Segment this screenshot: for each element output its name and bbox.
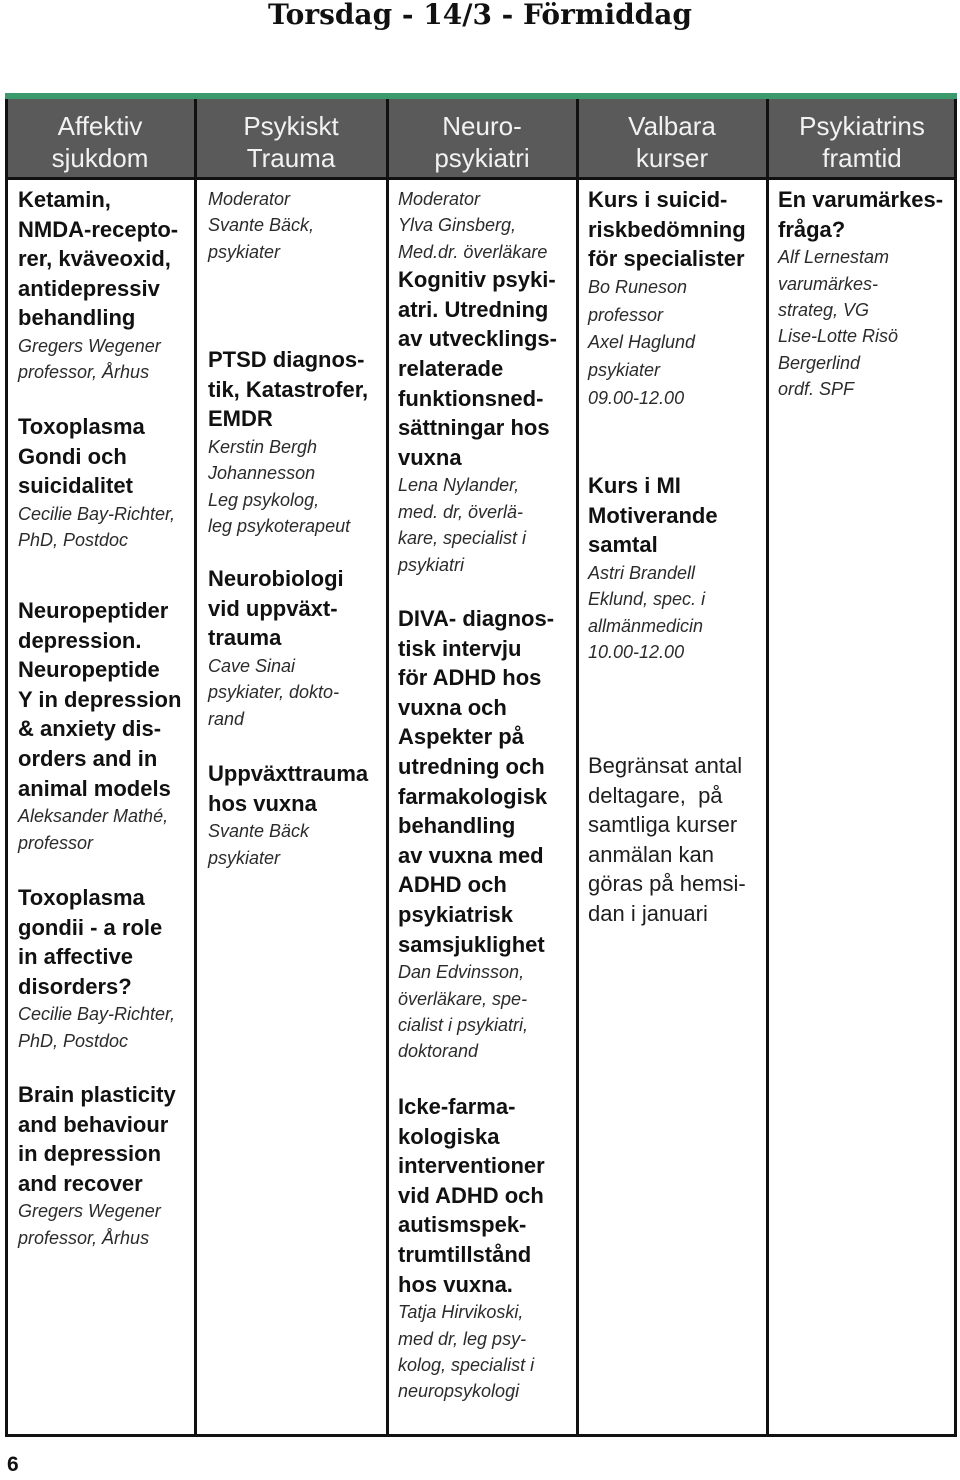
session xyxy=(208,564,344,732)
session-speaker: Alf Lernestam varumärkes- strateg, VG Lise-Lotte Risö Bergerlind ordf. SPF xyxy=(778,247,899,400)
session-moderator: Moderator Svante Bäck, psykiater xyxy=(208,189,315,262)
table-border-left xyxy=(5,99,8,1437)
session xyxy=(18,883,175,1054)
session xyxy=(588,471,718,665)
session xyxy=(18,412,175,554)
column-header-psykiatrins-framtid: Psykiatrins framtid xyxy=(799,111,925,173)
column-header-affektiv-sjukdom: Affektiv sjukdom xyxy=(51,111,149,173)
session-title: Uppväxttrauma hos vuxna xyxy=(208,761,369,816)
session-speaker: Gregers Wegener professor, Århus xyxy=(18,335,161,383)
column-header-psykiskt-trauma: Psykiskt Trauma xyxy=(243,111,339,173)
column-divider xyxy=(766,99,769,1437)
session xyxy=(18,596,181,856)
session-title: Toxoplasma Gondi och suicidalitet xyxy=(18,414,145,499)
session-speaker: Tatja Hirvikoski, med dr, leg psy- kolog, specialist i neuropsykologi xyxy=(398,1302,535,1402)
session-title: Neuropeptider depression. Neuropeptide Y in depression & anxiety dis- orders and in animal models xyxy=(18,598,182,801)
session-speaker: Dan Edvinsson, överläkare, spe- cialist i psykiatri, doktorand xyxy=(398,962,529,1062)
session-title: Neurobiologi vid uppväxt- trauma xyxy=(208,566,344,651)
session-speaker: Lena Nylander, med. dr, överlä- kare, specialist i psykiatri xyxy=(398,475,527,575)
session xyxy=(778,185,943,403)
schedule-column-affektiv-sjukdom xyxy=(18,0,193,1480)
session xyxy=(18,185,178,386)
session-speaker: Astri Brandell Eklund, spec. i allmänmedicin 10.00-12.00 xyxy=(588,562,706,662)
session xyxy=(398,1092,545,1405)
session-speaker: Aleksander Mathé, professor xyxy=(18,806,169,853)
session-title: En varumärkes- fråga? xyxy=(778,187,944,242)
session-title: Brain plasticity and behaviour in depression and recover xyxy=(18,1082,176,1196)
session-title: Kognitiv psyki- atri. Utredning av utvecklings- relaterade funktionsned- sättningar hos vuxna xyxy=(398,267,557,470)
session-speaker: Bo Runeson professor Axel Haglund psykiater 09.00-12.00 xyxy=(588,276,696,408)
column-header-valbara-kurser: Valbara kurser xyxy=(628,111,716,173)
session-title: Icke-farma- kologiska interventioner vid ADHD och autismspek- trumtillstånd hos vuxna. xyxy=(398,1094,545,1297)
column-header-neuropsykiatri: Neuro- psykiatri xyxy=(434,111,530,173)
session xyxy=(398,186,557,578)
session-speaker: Cecilie Bay-Richter, PhD, Postdoc xyxy=(18,503,176,551)
session-title: PTSD diagnos- tik, Katastrofer, EMDR xyxy=(208,347,369,432)
session-title: Toxoplasma gondii - a role in affective disorders? xyxy=(18,885,163,999)
session-speaker: Svante Bäck psykiater xyxy=(208,821,310,868)
session xyxy=(588,185,746,413)
session xyxy=(398,604,554,1065)
page-title: Torsdag - 14/3 - Förmiddag xyxy=(268,0,692,31)
page-number: 6 xyxy=(7,1453,19,1476)
session-moderator-block xyxy=(208,186,314,265)
schedule-column-psykiskt-trauma xyxy=(208,0,383,1480)
course-registration-note xyxy=(588,751,746,929)
session xyxy=(208,345,368,539)
session-speaker: Cave Sinai psykiater, dokto- rand xyxy=(208,655,340,729)
column-divider xyxy=(194,99,197,1437)
session-title: Kurs i suicid- riskbedömning för specialister xyxy=(588,187,746,272)
schedule-column-valbara-kurser xyxy=(588,0,763,1480)
session-speaker: Cecilie Bay-Richter, PhD, Postdoc xyxy=(18,1004,176,1051)
session-title: Ketamin, NMDA-recepto- rer, kväveoxid, antidepressiv behandling xyxy=(18,187,179,331)
session-speaker: Kerstin Bergh Johannesson Leg psykolog, leg psykoterapeut xyxy=(208,436,351,536)
schedule-column-neuropsykiatri xyxy=(398,0,573,1480)
schedule-column-psykiatrins-framtid xyxy=(778,0,953,1480)
session-title: DIVA- diagnos- tisk intervju för ADHD hos vuxna och Aspekter på utredning och farmakologisk behandling av vuxna med ADHD och psykiatrisk samsjuklighet xyxy=(398,606,555,957)
session-title: Kurs i MI Motiverande samtal xyxy=(588,473,718,558)
session xyxy=(18,1080,176,1251)
course-note-text: Begränsat antal deltagare, på samtliga kurser anmälan kan göras på hemsi- dan i januari xyxy=(588,753,746,926)
table-border-right xyxy=(954,99,957,1437)
column-divider xyxy=(386,99,389,1437)
session-moderator: Moderator Ylva Ginsberg, Med.dr. överläkare xyxy=(398,189,548,262)
column-divider xyxy=(576,99,579,1437)
session xyxy=(208,759,368,871)
session-speaker: Gregers Wegener professor, Århus xyxy=(18,1201,161,1248)
